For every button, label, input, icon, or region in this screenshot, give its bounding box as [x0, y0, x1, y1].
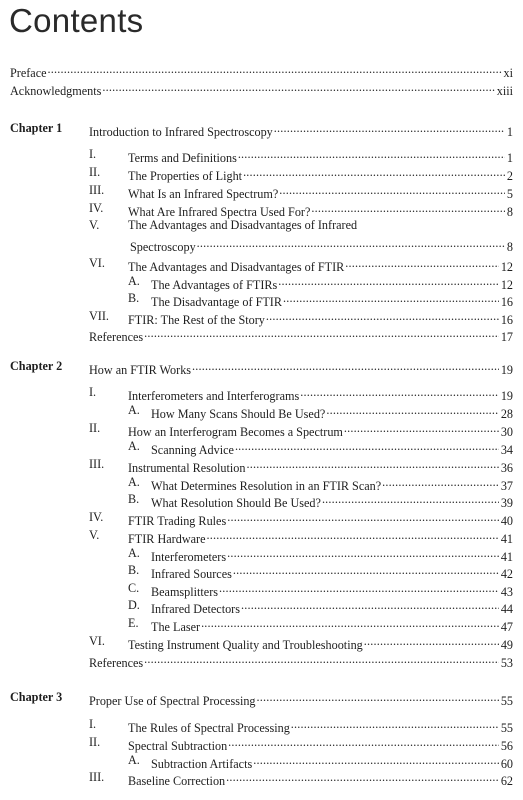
- dot-leader: [282, 290, 499, 306]
- entry-number: III.: [89, 183, 105, 197]
- toc-subentry[interactable]: [151, 562, 513, 581]
- entry-title: References: [89, 656, 144, 670]
- dot-leader: [277, 273, 499, 289]
- dot-leader: [245, 456, 498, 472]
- toc-subentry[interactable]: [151, 597, 513, 616]
- dot-leader: [227, 734, 499, 750]
- page-number: 49: [500, 638, 513, 652]
- entry-number: A.: [128, 753, 140, 767]
- page-number: 40: [500, 514, 513, 528]
- dot-leader: [290, 716, 499, 732]
- page-number: 34: [500, 443, 513, 457]
- dot-leader: [191, 358, 499, 374]
- toc-entry[interactable]: [128, 146, 513, 165]
- dot-leader: [225, 769, 499, 785]
- page-number: 37: [500, 479, 513, 493]
- entry-number: VI.: [89, 634, 105, 648]
- entry-number: I.: [89, 147, 97, 161]
- dot-leader: [381, 474, 499, 490]
- page-title: Contents: [9, 2, 144, 39]
- dot-leader: [256, 689, 499, 705]
- dot-leader: [232, 562, 499, 578]
- dot-leader: [252, 752, 499, 768]
- toc-entry-preface[interactable]: [10, 61, 513, 80]
- dot-leader: [325, 402, 498, 418]
- page-number: 43: [500, 585, 513, 599]
- entry-title: Interferometers and Interferograms: [128, 389, 300, 403]
- entry-title: FTIR: The Rest of the Story: [128, 313, 265, 327]
- page-number: xi: [503, 66, 513, 80]
- chapter-label: Chapter 3: [10, 690, 63, 704]
- page-number: 17: [500, 330, 513, 344]
- dot-leader: [343, 420, 499, 436]
- entry-title: How Many Scans Should Be Used?: [151, 407, 326, 421]
- entry-number: III.: [89, 457, 105, 471]
- entry-number: A.: [128, 439, 140, 453]
- dot-leader: [200, 615, 499, 631]
- entry-title: What Resolution Should Be Used?: [151, 496, 321, 510]
- entry-title: Spectroscopy: [130, 240, 196, 254]
- toc-subentry[interactable]: [151, 290, 513, 309]
- toc-entry[interactable]: [128, 456, 513, 475]
- entry-title: Preface: [10, 66, 47, 80]
- chapter-3-heading[interactable]: [89, 689, 513, 708]
- toc-subentry[interactable]: [151, 752, 513, 771]
- entry-title: Beamsplitters: [151, 585, 219, 599]
- toc-entry[interactable]: [128, 200, 513, 219]
- toc-subentry[interactable]: [151, 474, 513, 493]
- chapter-label: Chapter 1: [10, 121, 63, 135]
- toc-entry-references[interactable]: [89, 325, 513, 344]
- entry-number: IV.: [89, 510, 104, 524]
- entry-title: What Is an Infrared Spectrum?: [128, 187, 279, 201]
- dot-leader: [101, 79, 494, 95]
- entry-title: Infrared Detectors: [151, 602, 240, 616]
- entry-title: Testing Instrument Quality and Troubleshooting: [128, 638, 363, 652]
- toc-entry[interactable]: [128, 384, 513, 403]
- entry-number: IV.: [89, 201, 104, 215]
- dot-leader: [310, 200, 505, 216]
- page-number: 36: [500, 461, 513, 475]
- page-number: 39: [500, 496, 513, 510]
- page-number: 2: [506, 169, 513, 183]
- entry-number: A.: [128, 546, 140, 560]
- page-number: 30: [500, 425, 513, 439]
- dot-leader: [234, 438, 499, 454]
- entry-title: Infrared Sources: [151, 567, 232, 581]
- entry-title: Introduction to Infrared Spectroscopy: [89, 125, 273, 139]
- entry-number: V.: [89, 218, 100, 232]
- toc-entry-references[interactable]: [89, 651, 513, 670]
- toc-subentry[interactable]: [151, 402, 513, 421]
- toc-subentry[interactable]: [151, 545, 513, 564]
- entry-number: I.: [89, 717, 97, 731]
- toc-entry[interactable]: [128, 308, 513, 327]
- entry-title: The Laser: [151, 620, 201, 634]
- page-number: 47: [500, 620, 513, 634]
- entry-title: What Are Infrared Spectra Used For?: [128, 205, 311, 219]
- entry-number: I.: [89, 385, 97, 399]
- dot-leader: [196, 235, 505, 251]
- entry-title: Terms and Definitions: [128, 151, 237, 165]
- page-number: 56: [500, 739, 513, 753]
- page-number: 53: [500, 656, 513, 670]
- entry-number: D.: [128, 598, 140, 612]
- page-number: 16: [500, 313, 513, 327]
- chapter-1-heading[interactable]: [89, 120, 513, 139]
- dot-leader: [226, 509, 499, 525]
- page-number: 12: [500, 278, 513, 292]
- toc-entry[interactable]: [128, 633, 513, 652]
- toc-entry-line: The Advantages and Disadvantages of Infrared: [128, 218, 358, 232]
- toc-subentry[interactable]: [151, 273, 513, 292]
- toc-entry[interactable]: [128, 164, 513, 183]
- entry-number: V.: [89, 528, 100, 542]
- entry-number: E.: [128, 616, 139, 630]
- dot-leader: [226, 545, 499, 561]
- toc-entry[interactable]: [128, 769, 513, 788]
- entry-title: References: [89, 330, 144, 344]
- dot-leader: [278, 182, 505, 198]
- entry-number: C.: [128, 581, 140, 595]
- entry-number: II.: [89, 165, 101, 179]
- dot-leader: [363, 633, 499, 649]
- toc-entry-acknowledgments[interactable]: [10, 79, 513, 98]
- entry-title: Scanning Advice: [151, 443, 234, 457]
- dot-leader: [344, 255, 499, 271]
- entry-number: B.: [128, 291, 140, 305]
- page-number: 1: [506, 125, 513, 139]
- dot-leader: [143, 651, 499, 667]
- entry-title: The Properties of Light: [128, 169, 243, 183]
- entry-number: III.: [89, 770, 105, 784]
- entry-title: Proper Use of Spectral Processing: [89, 694, 256, 708]
- page-number: 16: [500, 295, 513, 309]
- page-number: 19: [500, 363, 513, 377]
- page-number: 28: [500, 407, 513, 421]
- toc-subentry[interactable]: [151, 615, 513, 634]
- page-number: 12: [500, 260, 513, 274]
- page-number: 42: [500, 567, 513, 581]
- toc-subentry[interactable]: [151, 580, 513, 599]
- entry-number: A.: [128, 274, 140, 288]
- page-number: 62: [500, 774, 513, 788]
- chapter-2-heading[interactable]: [89, 358, 513, 377]
- entry-title: Interferometers: [151, 550, 227, 564]
- dot-leader: [299, 384, 499, 400]
- dot-leader: [143, 325, 499, 341]
- entry-number: II.: [89, 421, 101, 435]
- entry-title: Spectral Subtraction: [128, 739, 228, 753]
- entry-title: Acknowledgments: [10, 84, 102, 98]
- entry-title: The Disadvantage of FTIR: [151, 295, 282, 309]
- page-number: 41: [500, 532, 513, 546]
- page-number: 8: [506, 205, 513, 219]
- page-number: xiii: [496, 84, 513, 98]
- entry-title: The Rules of Spectral Processing: [128, 721, 290, 735]
- entry-title: How an Interferogram Becomes a Spectrum: [128, 425, 343, 439]
- page-number: 44: [500, 602, 513, 616]
- entry-title: Baseline Correction: [128, 774, 226, 788]
- entry-title: The Advantages and Disadvantages of FTIR: [128, 260, 345, 274]
- page-number: 5: [506, 187, 513, 201]
- dot-leader: [321, 491, 499, 507]
- toc-subentry[interactable]: [151, 491, 513, 510]
- dot-leader: [240, 597, 499, 613]
- dot-leader: [237, 146, 505, 162]
- toc-entry[interactable]: [128, 734, 513, 753]
- toc-entry[interactable]: [128, 255, 513, 274]
- entry-number: A.: [128, 475, 140, 489]
- page-number: 8: [506, 240, 513, 254]
- dot-leader: [242, 164, 505, 180]
- toc-entry[interactable]: [130, 235, 513, 254]
- toc-subentry[interactable]: [151, 438, 513, 457]
- entry-number: II.: [89, 735, 101, 749]
- page-number: 41: [500, 550, 513, 564]
- dot-leader: [47, 61, 502, 77]
- toc-entry[interactable]: [128, 182, 513, 201]
- entry-number: A.: [128, 403, 140, 417]
- entry-number: B.: [128, 492, 140, 506]
- entry-number: VI.: [89, 256, 105, 270]
- entry-title: What Determines Resolution in an FTIR Scan?: [151, 479, 382, 493]
- toc-entry[interactable]: [128, 716, 513, 735]
- entry-title: FTIR Hardware: [128, 532, 206, 546]
- page-number: 60: [500, 757, 513, 771]
- entry-title: The Advantages of FTIRs: [151, 278, 278, 292]
- page-number: 19: [500, 389, 513, 403]
- entry-number: B.: [128, 563, 140, 577]
- toc-entry[interactable]: [128, 509, 513, 528]
- entry-title: Instrumental Resolution: [128, 461, 246, 475]
- dot-leader: [206, 527, 499, 543]
- dot-leader: [265, 308, 499, 324]
- page-number: 55: [500, 721, 513, 735]
- dot-leader: [218, 580, 499, 596]
- entry-title: Subtraction Artifacts: [151, 757, 253, 771]
- chapter-label: Chapter 2: [10, 359, 63, 373]
- entry-number: VII.: [89, 309, 109, 323]
- page-number: 1: [506, 151, 513, 165]
- dot-leader: [273, 120, 505, 136]
- toc-entry[interactable]: [128, 527, 513, 546]
- entry-title: How an FTIR Works: [89, 363, 192, 377]
- entry-title: FTIR Trading Rules: [128, 514, 227, 528]
- page-number: 55: [500, 694, 513, 708]
- toc-entry[interactable]: [128, 420, 513, 439]
